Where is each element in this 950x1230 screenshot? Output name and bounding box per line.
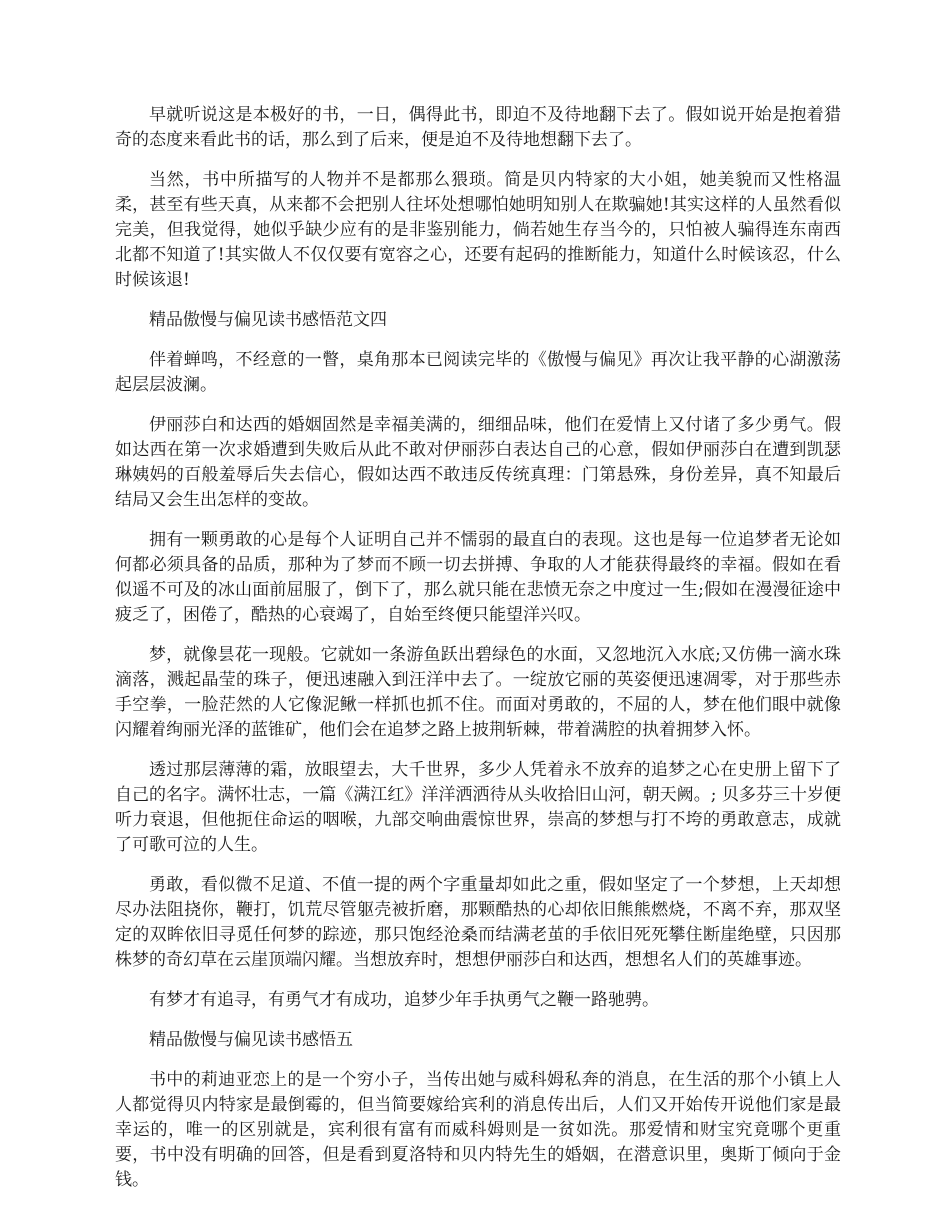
paragraph-10: 书中的莉迪亚恋上的是一个穷小子，当传出她与威科姆私奔的消息，在生活的那个小镇上人人都觉得贝内特家是最倒霉的，但当简要嫁给宾利的消息传出后，人们又开始传开说他们家是最幸运的，唯一的区别就是，宾利很有富有而威科姆则是一贫如洗。那爱情和财宝究竟哪个更重要，书中没有明确的回答，但是看到夏洛特和贝内特先生的婚姻，在潜意识里，奥斯丁倾向于金钱。 (115, 1070, 841, 1190)
section-heading-4: 精品傲慢与偏见读书感悟范文四 (149, 310, 387, 330)
section-heading-5: 精品傲慢与偏见读书感悟五 (149, 1030, 353, 1050)
paragraph-6: 梦，就像昙花一现般。它就如一条游鱼跃出碧绿色的水面，又忽地沉入水底;又仿佛一滴水珠滴落，溅起晶莹的珠子，便迅速融入到汪洋中去了。一绽放它丽的英姿便迅速凋零，对于那些赤手空拳，一脸茫然的人它像泥鳅一样抓也抓不住。而面对勇敢的，不屈的人，梦在他们眼中就像闪耀着绚丽光泽的蓝锥矿，他们会在追梦之路上披荆斩棘，带着满腔的执着拥梦入怀。 (115, 645, 841, 740)
paragraph-4: 伊丽莎白和达西的婚姻固然是幸福美满的，细细品味，他们在爱情上又付诸了多少勇气。假如达西在第一次求婚遭到失败后从此不敢对伊丽莎白表达自己的心意，假如伊丽莎白在遭到凯瑟琳姨妈的百般羞辱后失去信心，假如达西不敢违反传统真理：门第悬殊，身份差异，真不知最后结局又会生出怎样的变故。 (115, 415, 841, 510)
document-body (115, 103, 841, 1208)
paragraph-2: 当然，书中所描写的人物并不是都那么猥琐。简是贝内特家的大小姐，她美貌而又性格温柔，甚至有些天真，从来都不会把别人往坏处想哪怕她明知别人在欺骗她!其实这样的人虽然看似完美，但我觉得，她似乎缺少应有的是非鉴别能力，倘若她生存当今的，只怕被人骗得连东南西北都不知道了!其实做人不仅仅要有宽容之心，还要有起码的推断能力，知道什么时候该忍，什么时候该退! (115, 170, 841, 290)
paragraph-9: 有梦才有追寻，有勇气才有成功，追梦少年手执勇气之鞭一路驰骋。 (149, 990, 659, 1010)
paragraph-8: 勇敢，看似微不足道、不值一提的两个字重量却如此之重，假如坚定了一个梦想，上天却想尽办法阻挠你，鞭打，饥荒尽管躯壳被折磨，那颗酷热的心却依旧熊熊燃烧，不离不弃，那双坚定的双眸依旧寻觅任何梦的踪迹，那只饱经沧桑而结满老茧的手依旧死死攀住断崖绝壁，只因那株梦的奇幻草在云崖顶端闪耀。当想放弃时，想想伊丽莎白和达西，想想名人们的英雄事迹。 (115, 875, 841, 970)
paragraph-1: 早就听说这是本极好的书，一日，偶得此书，即迫不及待地翻下去了。假如说开始是抱着猎奇的态度来看此书的话，那么到了后来，便是迫不及待地想翻下去了。 (115, 105, 841, 150)
paragraph-3: 伴着蝉鸣，不经意的一瞥，桌角那本已阅读完毕的《傲慢与偏见》再次让我平静的心湖激荡起层层波澜。 (115, 350, 841, 395)
paragraph-7: 透过那层薄薄的霜，放眼望去，大千世界，多少人凭着永不放弃的追梦之心在史册上留下了自己的名字。满怀壮志，一篇《满江红》洋洋洒洒待从头收拾旧山河，朝天阙。; 贝多芬三十岁便听力衰退，但他扼住命运的咽喉，九部交响曲震惊世界，崇高的梦想与打不垮的勇敢意志，成就了可歌可泣的人生。 (115, 760, 841, 855)
paragraph-5: 拥有一颗勇敢的心是每个人证明自己并不懦弱的最直白的表现。这也是每一位追梦者无论如何都必须具备的品质，那种为了梦而不顾一切去拼搏、争取的人才能获得最终的幸福。假如在看似遥不可及的冰山面前屈服了，倒下了，那么就只能在悲愤无奈之中度过一生;假如在漫漫征途中疲乏了，困倦了，酷热的心衰竭了，自始至终便只能望洋兴叹。 (115, 530, 841, 625)
